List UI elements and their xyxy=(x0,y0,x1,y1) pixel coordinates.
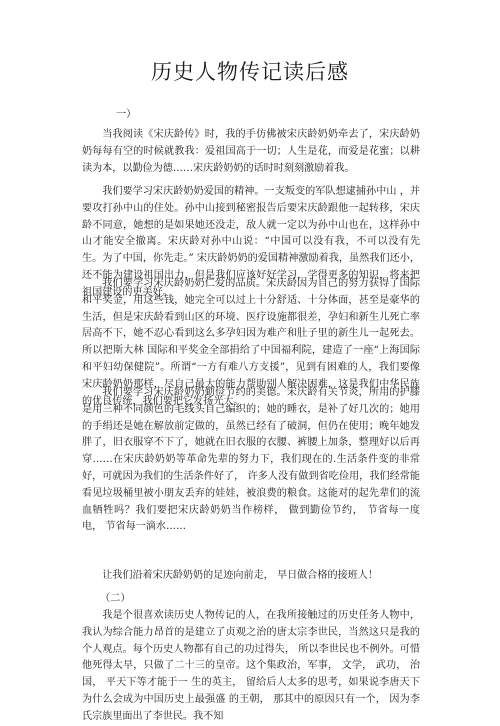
paragraph-5: 让我们沿着宋庆龄奶奶的足迹向前走， 早日做合格的接班人！ xyxy=(102,570,378,581)
page-title: 历史人物传记读后感 xyxy=(151,60,349,84)
paragraph-1: 当我阅读《宋庆龄传》时，我的手仿佛被宋庆龄奶奶牵去了，宋庆龄奶奶每每有空的时候就教我：爱祖国高于一切；人生是花，而爱是花蜜；以耕读为本，以勤俭为德……宋庆龄奶奶的话时时刻刻激励着我。 xyxy=(82,129,420,174)
paragraph-4: 我们要学习宋庆龄奶奶勤俭节约的美德。宋庆龄有关节炎，所用的护膝是用三种不同颜色的毛线头自己编织的；她的睡衣，是补了好几次的；她用的手绢还是她在解放前定做的，虽然已经有了破洞，但仍在使用；晚年她发胖了，旧衣服穿不下了，她就在旧衣服的衣腰、裤腰上加条，整理好以后再穿……在宋庆龄奶奶等革命先辈的努力下，我们现在的.生活条件变的非常好，可就因为我们的生活条件好了， 许多人没有做到省吃俭用，我们经常能看见垃圾桶里被小朋友丢弃的娃娃，被浪费的粮食。这能对的起先辈们的流血牺牲吗？我们要把宋庆龄奶奶当作榜样， 做到勤俭节约， 节省每一度电， 节省每一滴水…… xyxy=(82,387,420,533)
section-heading-two: （二） xyxy=(100,593,131,604)
paragraph-6: 我是个很喜欢读历史人物传记的人，在我所接触过的历史任务人物中，我认为综合能力昂首的是建立了贞观之治的唐太宗李世民，当然这只是我的个人观点。每个历史人物都有自己的功过得失， 所以李世民也不例外。可惜他死得太早，只做了二十三的皇帝。这个集政治，军事， 文学， 武功， 治国， 平天下等才能于一 生的英主， 留给后人太多的思考，如果说李唐天下为什么会成为中国历史上最强盛 的王朝， 那其中的原因只有一个， 因为李氏宗族里面出了李世民。我不知 xyxy=(82,610,420,722)
paragraph-2: 我们要学习宋庆龄奶奶爱国的精神。一支叛变的军队想逮捕孙中山 ，并要攻打孙中山的住处。孙中山接到秘密报告后要宋庆龄跟他一起转移，宋庆龄不同意，她想的是如果她还没走，敌人就一定以为孙中山也在，这样孙中山才能安全撤离。宋庆龄对孙中山说：“中国可以没有我，不可以没有先生。为了中国，你先走。” 宋庆龄奶奶的爱国精神激励着我，虽然我们还小，还不能为建设祖国出力，但是我们应该好好学习，学得更多的知识，将来把祖国建设的更美好。 xyxy=(82,186,420,298)
section-heading-one: 一） xyxy=(116,109,137,120)
paragraph-3: 我们要学习宋庆龄奶奶仁爱的品质。宋庆龄因为自己的努力获得了国际和平奖金，用这些钱，她完全可以过上十分舒适、十分体面，甚至是豪华的生活，但是宋庆龄看到山区的环境、医疗设施都很差，孕妇和新生儿死亡率居高不下，她不忍心看到这么多孕妇因为难产和肚子里的新生儿一起死去。所以把斯大林 国际和平奖金全部捐给了中国福利院，建造了一座“上海国际和平妇幼保健院”。所谓“一方有难八方支援”，见到有困难的人，我们要像宋庆龄奶奶那样，尽自己最大的能力帮助别人解决困难，这是我们中华民族的优良传统，我们要把它发扬光大。 xyxy=(82,278,420,407)
